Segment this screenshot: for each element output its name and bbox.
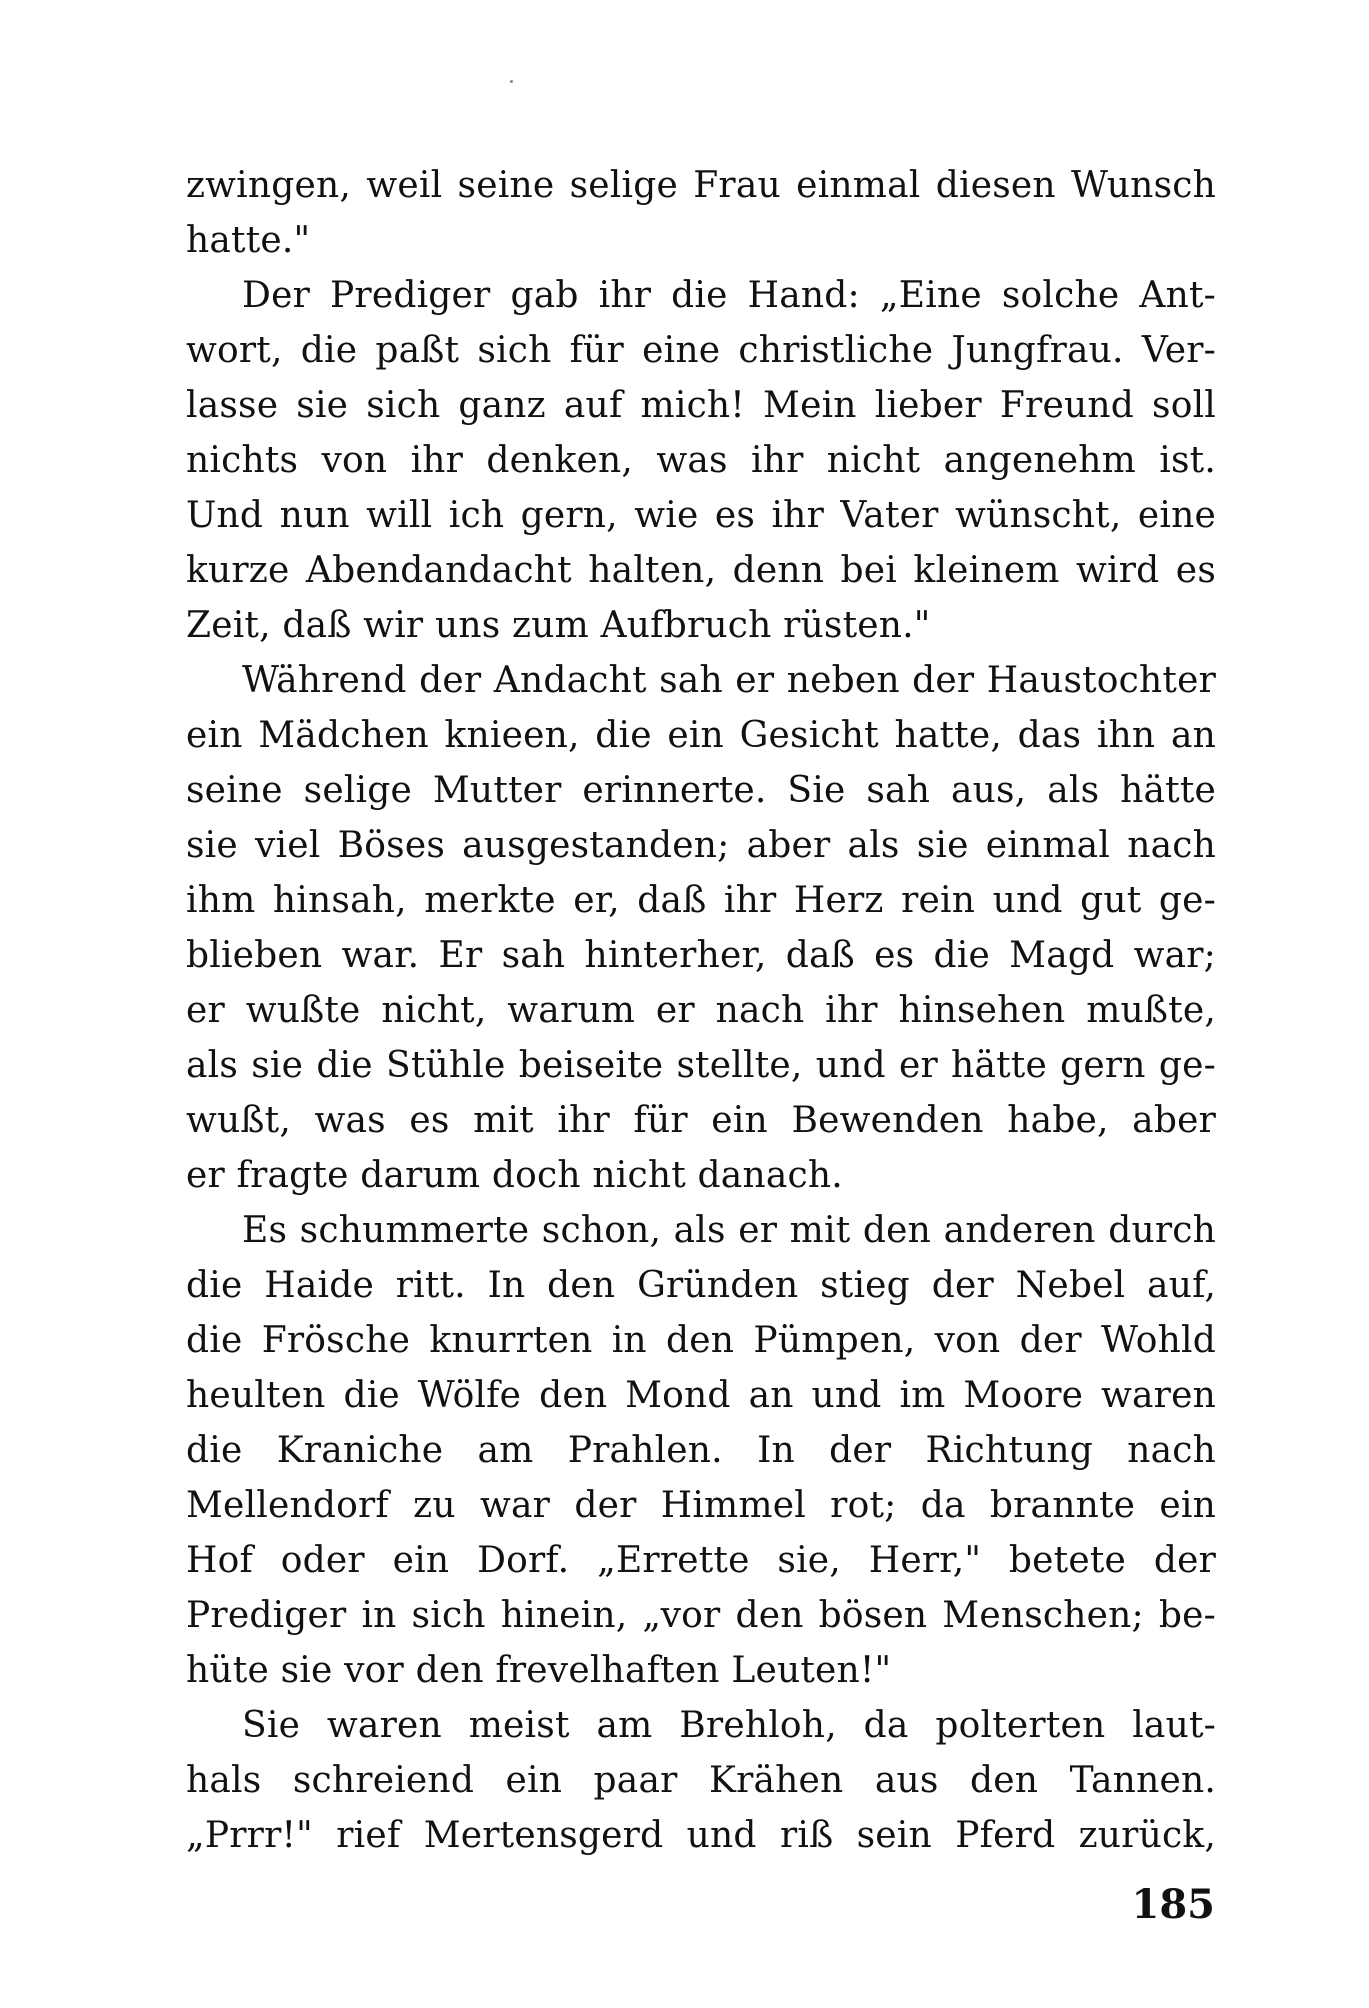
text-line: Sie waren meist am Brehloh, da polterten laut- — [242, 1705, 1216, 1746]
text-line: zwingen, weil seine selige Frau einmal diesen Wunsch — [186, 165, 1216, 206]
text-line: hüte sie vor den frevelhaften Leuten!" — [186, 1650, 892, 1691]
text-line: Hof oder ein Dorf. „Errette sie, Herr," betete der — [186, 1540, 1216, 1581]
text-line: heulten die Wölfe den Mond an und im Moore waren — [186, 1375, 1216, 1416]
text-line: Zeit, daß wir uns zum Aufbruch rüsten." — [186, 605, 931, 646]
text-line: hals schreiend ein paar Krähen aus den Tannen. — [186, 1760, 1216, 1801]
text-line: er wußte nicht, warum er nach ihr hinsehen mußte, — [186, 990, 1216, 1031]
text-line: ein Mädchen knieen, die ein Gesicht hatte, das ihn an — [186, 715, 1216, 756]
text-line: kurze Abendandacht halten, denn bei kleinem wird es — [186, 550, 1216, 591]
text-line: „Prrr!" rief Mertensgerd und riß sein Pferd zurück, — [186, 1815, 1216, 1856]
text-line: Der Prediger gab ihr die Hand: „Eine solche Ant- — [242, 275, 1216, 316]
text-line: als sie die Stühle beiseite stellte, und er hätte gern ge- — [186, 1045, 1216, 1086]
text-line: die Haide ritt. In den Gründen stieg der Nebel auf, — [186, 1265, 1216, 1306]
text-line: Mellendorf zu war der Himmel rot; da brannte ein — [186, 1485, 1216, 1526]
text-line: Und nun will ich gern, wie es ihr Vater wünscht, eine — [186, 495, 1216, 536]
text-line: Prediger in sich hinein, „vor den bösen Menschen; be- — [186, 1595, 1216, 1636]
text-line: die Frösche knurrten in den Pümpen, von der Wohld — [186, 1320, 1216, 1361]
text-line: lasse sie sich ganz auf mich! Mein lieber Freund soll — [186, 385, 1216, 426]
text-line: Während der Andacht sah er neben der Haustochter — [242, 660, 1216, 701]
text-line: Es schummerte schon, als er mit den anderen durch — [242, 1210, 1216, 1251]
text-line: ihm hinsah, merkte er, daß ihr Herz rein und gut ge- — [186, 880, 1216, 921]
text-line: er fragte darum doch nicht danach. — [186, 1155, 843, 1196]
body-text — [186, 158, 1216, 1863]
paper-speck — [510, 80, 513, 83]
text-line: hatte." — [186, 220, 311, 261]
text-line: die Kraniche am Prahlen. In der Richtung nach — [186, 1430, 1216, 1471]
text-line: blieben war. Er sah hinterher, daß es die Magd war; — [186, 935, 1216, 976]
text-line: sie viel Böses ausgestanden; aber als sie einmal nach — [186, 825, 1216, 866]
text-line: seine selige Mutter erinnerte. Sie sah aus, als hätte — [186, 770, 1216, 811]
text-line: nichts von ihr denken, was ihr nicht angenehm ist. — [186, 440, 1216, 481]
text-line: wußt, was es mit ihr für ein Bewenden habe, aber — [186, 1100, 1216, 1141]
page-number: 185 — [1131, 1881, 1215, 1928]
text-line: wort, die paßt sich für eine christliche Jungfrau. Ver- — [186, 330, 1216, 371]
